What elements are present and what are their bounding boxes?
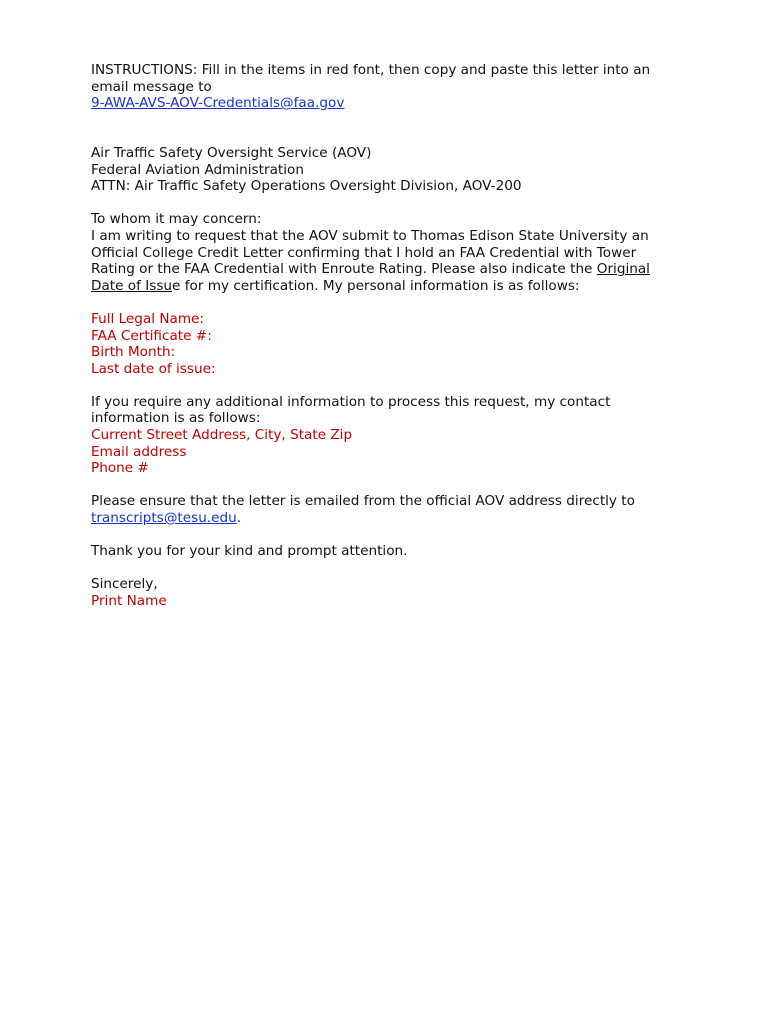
request-text: e for my certification. My personal information is as follows: bbox=[172, 277, 580, 294]
spacer bbox=[91, 477, 691, 494]
field-email: Email address bbox=[91, 443, 187, 460]
field-phone: Phone # bbox=[91, 460, 149, 477]
original-date-underline: Original bbox=[596, 261, 650, 278]
field-print-name: Print Name bbox=[91, 593, 167, 609]
spacer bbox=[91, 195, 691, 212]
thanks-line: Thank you for your kind and prompt attention. bbox=[91, 543, 408, 560]
contact-line-2: information is as follows: bbox=[91, 410, 261, 427]
spacer bbox=[91, 527, 691, 544]
request-paragraph-line-3 bbox=[91, 261, 691, 278]
field-full-legal-name: Full Legal Name: bbox=[91, 310, 205, 327]
tesu-email-link[interactable]: transcripts@tesu.edu bbox=[91, 510, 237, 527]
ensure-line: Please ensure that the letter is emailed from the official AOV address directly to bbox=[91, 493, 635, 510]
letter-document bbox=[91, 62, 691, 610]
salutation: To whom it may concern: bbox=[91, 211, 262, 228]
request-paragraph-line-2: Official College Credit Letter confirming that I hold an FAA Credential with Tower bbox=[91, 244, 637, 261]
field-faa-certificate: FAA Certificate #: bbox=[91, 327, 212, 344]
field-address: Current Street Address, City, State Zip bbox=[91, 427, 353, 444]
field-last-date-of-issue: Last date of issue: bbox=[91, 360, 216, 377]
spacer bbox=[91, 377, 691, 394]
address-line-1: Air Traffic Safety Oversight Service (AOV) bbox=[91, 144, 372, 161]
request-paragraph-line-1: I am writing to request that the AOV submit to Thomas Edison State University an bbox=[91, 227, 649, 244]
faa-email-link[interactable]: 9-AWA-AVS-AOV-Credentials@faa.gov bbox=[91, 95, 345, 112]
date-of-issue-underline: Date of Issu bbox=[91, 277, 173, 294]
period: . bbox=[236, 510, 242, 527]
request-text: Rating or the FAA Credential with Enroute Rating. Please also indicate the bbox=[91, 261, 597, 278]
sincerely: Sincerely, bbox=[91, 576, 158, 593]
spacer bbox=[91, 112, 691, 129]
field-birth-month: Birth Month: bbox=[91, 344, 176, 361]
spacer bbox=[91, 294, 691, 311]
instructions-line-2: email message to bbox=[91, 78, 212, 95]
instructions-line-1: INSTRUCTIONS: Fill in the items in red font, then copy and paste this letter into an bbox=[91, 62, 651, 78]
request-paragraph-line-4 bbox=[91, 278, 691, 295]
contact-line-1: If you require any additional information to process this request, my contact bbox=[91, 393, 611, 410]
spacer bbox=[91, 560, 691, 577]
spacer bbox=[91, 128, 691, 145]
address-line-2: Federal Aviation Administration bbox=[91, 161, 304, 178]
address-attn-line: ATTN: Air Traffic Safety Operations Oversight Division, AOV-200 bbox=[91, 178, 522, 195]
